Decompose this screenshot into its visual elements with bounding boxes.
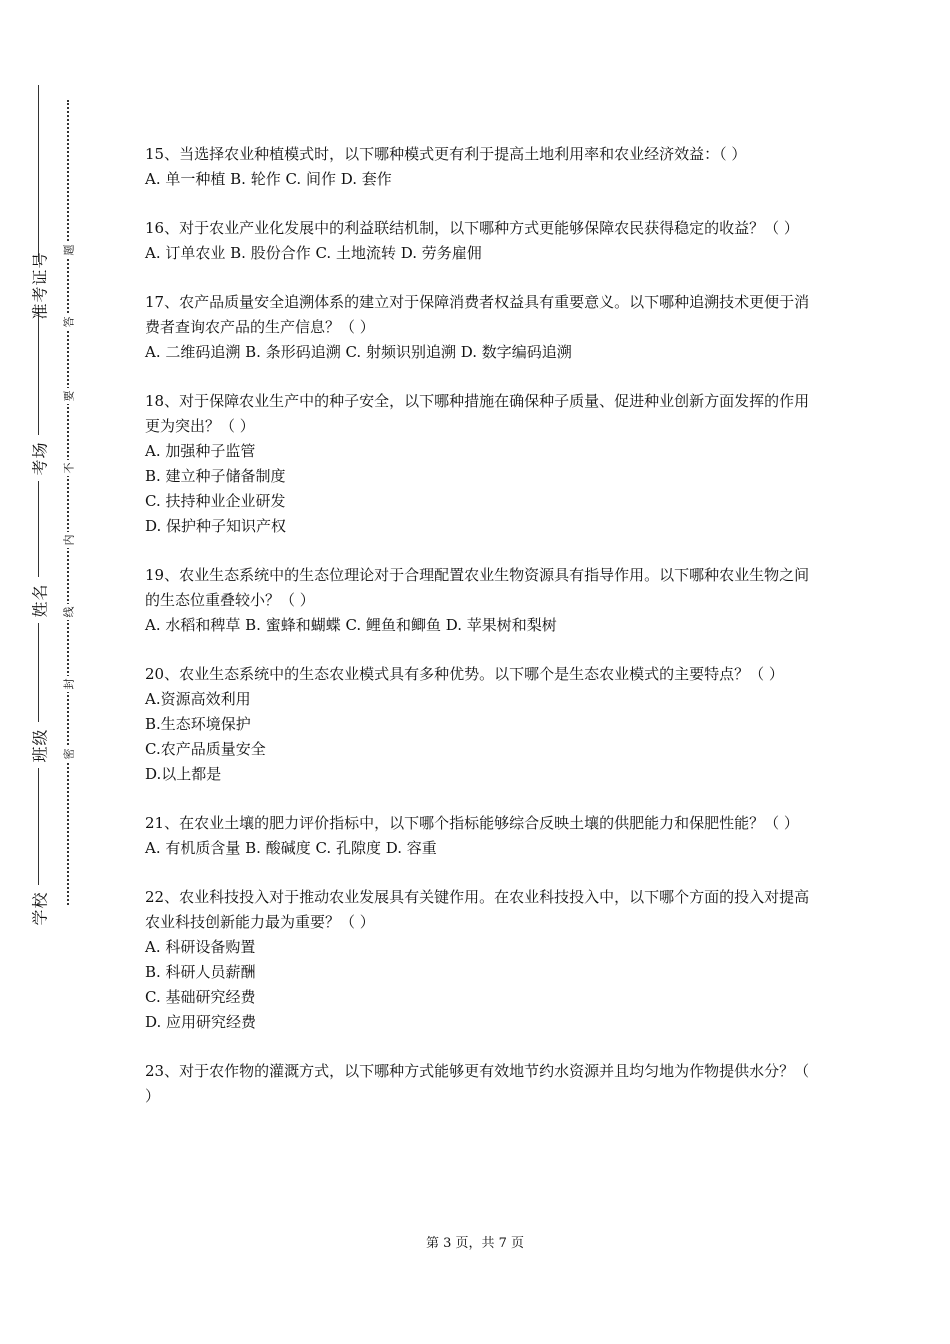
question-text: 16、对于农业产业化发展中的利益联结机制，以下哪种方式更能够保障农民获得稳定的收益？（ ） bbox=[145, 219, 799, 237]
question-17 bbox=[145, 290, 810, 365]
option-a: A. 加强种子监管 bbox=[145, 442, 256, 460]
answer-options: A. 水稻和稗草 B. 蜜蜂和蝴蝶 C. 鲤鱼和鲫鱼 D. 苹果树和梨树 bbox=[145, 616, 557, 634]
question-text: 18、对于保障农业生产中的种子安全，以下哪种措施在确保种子质量、促进种业创新方面发挥的作用更为突出？（ ） bbox=[145, 392, 810, 435]
option-a: A.资源高效利用 bbox=[145, 690, 251, 708]
question-18 bbox=[145, 389, 810, 539]
answer-options: A. 订单农业 B. 股份合作 C. 土地流转 D. 劳务雇佣 bbox=[145, 244, 482, 262]
question-text: 23、对于农作物的灌溉方式，以下哪种方式能够更有效地节约水资源并且均匀地为作物提供水分？（ ） bbox=[145, 1062, 810, 1105]
binding-margin bbox=[0, 0, 110, 1344]
question-text: 17、农产品质量安全追溯体系的建立对于保障消费者权益具有重要意义。以下哪种追溯技术更便于消费者查询农产品的生产信息？（ ） bbox=[145, 293, 810, 336]
option-d: D.以上都是 bbox=[145, 765, 222, 783]
seal-word: 要 bbox=[61, 388, 75, 404]
seal-word: 线 bbox=[61, 604, 75, 620]
field-label-school: 学校 bbox=[32, 885, 46, 931]
option-b: B.生态环境保护 bbox=[145, 715, 251, 733]
question-text: 22、农业科技投入对于推动农业发展具有关键作用。在农业科技投入中，以下哪个方面的投入对提高农业科技创新能力最为重要？（ ） bbox=[145, 888, 810, 931]
question-list bbox=[145, 142, 810, 1133]
option-b: B. 科研人员薪酬 bbox=[145, 963, 256, 981]
question-20 bbox=[145, 662, 810, 787]
option-c: C. 基础研究经费 bbox=[145, 988, 256, 1006]
question-23 bbox=[145, 1059, 810, 1109]
seal-word: 题 bbox=[61, 242, 75, 258]
answer-options: A. 二维码追溯 B. 条形码追溯 C. 射频识别追溯 D. 数字编码追溯 bbox=[145, 343, 572, 361]
question-text: 15、当选择农业种植模式时，以下哪种模式更有利于提高土地利用率和农业经济效益：（ ） bbox=[145, 145, 747, 163]
seal-dotted-line bbox=[67, 100, 69, 905]
option-d: D. 应用研究经费 bbox=[145, 1013, 257, 1031]
question-22 bbox=[145, 885, 810, 1035]
question-21 bbox=[145, 811, 810, 861]
option-c: C. 扶持种业企业研发 bbox=[145, 492, 286, 510]
field-label-exam-number: 准考证号 bbox=[30, 250, 50, 320]
option-a: A. 科研设备购置 bbox=[145, 938, 256, 956]
seal-word: 不 bbox=[61, 460, 75, 476]
question-15 bbox=[145, 142, 810, 192]
field-label-name: 姓名 bbox=[32, 577, 46, 623]
field-label-class: 班级 bbox=[32, 722, 46, 768]
question-16 bbox=[145, 216, 810, 266]
option-c: C.农产品质量安全 bbox=[145, 740, 266, 758]
answer-options: A. 有机质含量 B. 酸碱度 C. 孔隙度 D. 容重 bbox=[145, 839, 437, 857]
question-text: 20、农业生态系统中的生态农业模式具有多种优势。以下哪个是生态农业模式的主要特点？（ ） bbox=[145, 665, 784, 683]
question-text: 19、农业生态系统中的生态位理论对于合理配置农业生物资源具有指导作用。以下哪种农业生物之间的生态位重叠较小？（ ） bbox=[145, 566, 810, 609]
answer-options: A. 单一种植 B. 轮作 C. 间作 D. 套作 bbox=[145, 170, 392, 188]
fill-in-line bbox=[38, 85, 39, 910]
seal-word: 内 bbox=[61, 532, 75, 548]
option-b: B. 建立种子储备制度 bbox=[145, 467, 286, 485]
seal-word: 密 bbox=[61, 746, 75, 762]
option-d: D. 保护种子知识产权 bbox=[145, 517, 287, 535]
seal-word: 答 bbox=[61, 314, 75, 330]
question-text: 21、在农业土壤的肥力评价指标中，以下哪个指标能够综合反映土壤的供肥能力和保肥性能？（ ） bbox=[145, 814, 799, 832]
question-19 bbox=[145, 563, 810, 638]
seal-word: 封 bbox=[61, 676, 75, 692]
page-number: 第 3 页，共 7 页 bbox=[425, 1236, 525, 1251]
field-label-exam-room: 考场 bbox=[32, 435, 46, 481]
